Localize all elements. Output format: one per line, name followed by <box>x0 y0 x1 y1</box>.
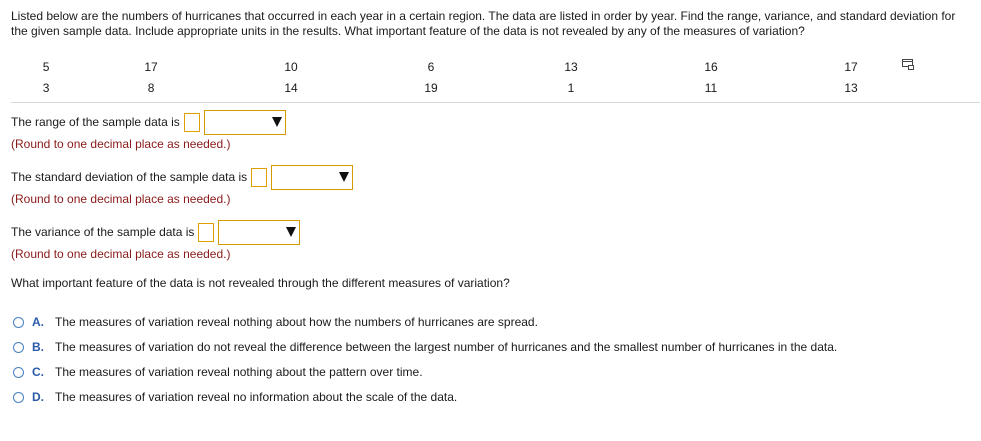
data-cell: 8 <box>147 80 155 95</box>
option-letter: A. <box>32 315 44 329</box>
expand-icon[interactable] <box>902 59 915 71</box>
data-cell: 3 <box>42 80 50 95</box>
option-letter: C. <box>32 365 44 379</box>
data-cell: 5 <box>42 59 50 74</box>
data-cell: 16 <box>704 59 718 74</box>
question-text: Listed below are the numbers of hurricanes that occurred in each year in a certain region. The data are listed in order by year. Find the range, variance, and standard deviation for the given sample data. Include appropriate units in the results. What important feature of the data is not revealed by any of the measures of variation? <box>11 9 956 38</box>
data-cell: 13 <box>564 59 578 74</box>
range-unit-select[interactable] <box>204 110 286 135</box>
std-dev-input[interactable] <box>251 168 267 187</box>
variance-hint: (Round to one decimal place as needed.) <box>11 247 231 261</box>
radio-button[interactable] <box>13 392 24 403</box>
data-cell: 19 <box>424 80 438 95</box>
option-letter: B. <box>32 340 44 354</box>
variance-row <box>11 220 300 244</box>
chevron-down-icon <box>339 172 349 182</box>
option-text: The measures of variation reveal nothing about the pattern over time. <box>55 365 423 379</box>
option-a[interactable] <box>13 313 538 331</box>
std-dev-hint: (Round to one decimal place as needed.) <box>11 192 231 206</box>
option-text: The measures of variation reveal no information about the scale of the data. <box>55 390 458 404</box>
option-letter: D. <box>32 390 44 404</box>
data-row <box>11 56 971 77</box>
data-table <box>11 56 971 98</box>
option-text: The measures of variation do not reveal the difference between the largest number of hurricanes and the smallest number of hurricanes in the data. <box>55 340 838 354</box>
data-cell: 10 <box>284 59 298 74</box>
range-row <box>11 110 286 134</box>
data-cell: 17 <box>144 59 158 74</box>
variance-unit-select[interactable] <box>218 220 300 245</box>
data-cell: 17 <box>844 59 858 74</box>
chevron-down-icon <box>272 117 282 127</box>
option-b[interactable] <box>13 338 837 356</box>
option-text: The measures of variation reveal nothing about how the numbers of hurricanes are spread. <box>55 315 538 329</box>
radio-button[interactable] <box>13 342 24 353</box>
data-row <box>11 77 971 98</box>
option-d[interactable] <box>13 388 457 406</box>
radio-button[interactable] <box>13 367 24 378</box>
data-cell: 11 <box>704 80 718 95</box>
variance-input[interactable] <box>198 223 214 242</box>
range-hint: (Round to one decimal place as needed.) <box>11 137 231 151</box>
std-dev-label: The standard deviation of the sample data is <box>11 170 248 184</box>
std-dev-row <box>11 165 353 189</box>
chevron-down-icon <box>286 227 296 237</box>
data-cell: 1 <box>567 80 575 95</box>
data-cell: 6 <box>427 59 435 74</box>
divider <box>11 102 980 103</box>
feature-question: What important feature of the data is not revealed through the different measures of variation? <box>11 276 510 290</box>
option-c[interactable] <box>13 363 423 381</box>
data-cell: 14 <box>284 80 298 95</box>
std-dev-unit-select[interactable] <box>271 165 353 190</box>
radio-button[interactable] <box>13 317 24 328</box>
range-input[interactable] <box>184 113 200 132</box>
variance-label: The variance of the sample data is <box>11 225 195 239</box>
range-label: The range of the sample data is <box>11 115 180 129</box>
data-cell: 13 <box>844 80 858 95</box>
